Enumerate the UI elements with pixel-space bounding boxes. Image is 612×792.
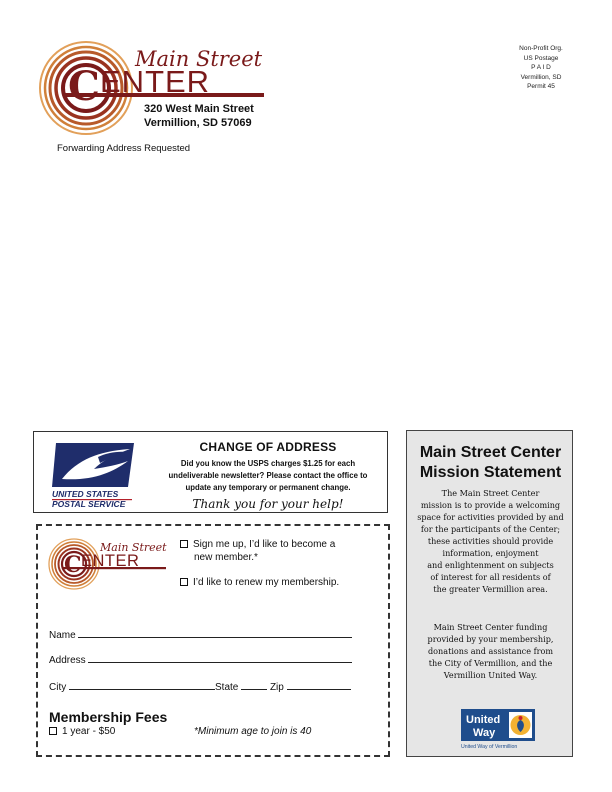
logo-script-text: Main Street <box>135 47 263 71</box>
usps-eagle-icon <box>48 439 138 507</box>
address-line[interactable] <box>88 654 352 663</box>
logo-word: ENTER <box>100 64 211 99</box>
united-way-logo <box>461 709 535 749</box>
logo-word-small: ENTER <box>81 552 140 570</box>
name-label: Name <box>49 630 76 641</box>
mission-line: mission is to provide a welcoming <box>420 500 561 510</box>
option-renew-label: I’d like to renew my membership. <box>193 577 340 588</box>
coa-body-line: update any temporary or permanent change. <box>185 483 351 492</box>
coa-body <box>154 458 382 494</box>
address-field[interactable] <box>49 654 352 666</box>
city-label: City <box>49 682 67 693</box>
coa-body-line: undeliverable newsletter? Please contact the office to <box>168 471 368 480</box>
change-of-address-box <box>33 431 388 513</box>
mission-line: donations and assistance from <box>427 646 553 656</box>
mission-line: Vermillion United Way. <box>443 670 538 680</box>
mission-line: these activities should provide <box>427 536 554 546</box>
usps-line-2: POSTAL SERVICE <box>52 499 126 507</box>
state-line[interactable] <box>241 681 267 690</box>
name-field[interactable] <box>49 629 352 641</box>
state-label: State <box>215 682 239 693</box>
mission-paragraph-2 <box>417 621 564 681</box>
mission-line: The Main Street Center <box>441 488 540 498</box>
checkbox-1-year[interactable] <box>49 727 57 735</box>
zip-line[interactable] <box>287 681 351 690</box>
mission-line: of interest for all residents of <box>430 572 551 582</box>
uw-caption: United Way of Vermillion <box>461 744 518 749</box>
mission-line: and enlightenment on subjects <box>427 560 554 570</box>
checkbox-renew[interactable] <box>180 578 188 586</box>
option-new-label-2: new member.* <box>194 552 258 563</box>
option-new-member[interactable] <box>180 538 380 564</box>
fee-1-label: 1 year - $50 <box>62 726 116 737</box>
option-renew[interactable] <box>180 576 339 589</box>
indicia-line: US Postage <box>523 54 559 62</box>
fee-option-1-year[interactable] <box>49 726 115 737</box>
coa-body-line: Did you know the USPS charges $1.25 for each <box>180 459 356 468</box>
mission-line: space for activities provided by and <box>417 512 564 522</box>
indicia-line: P A I D <box>531 64 551 71</box>
city-line[interactable] <box>69 681 215 690</box>
fees-title: Membership Fees <box>49 709 168 725</box>
logo-initial-small: C <box>64 552 82 578</box>
logo-script-text-small: Main Street <box>100 541 167 554</box>
indicia-line: Non-Profit Org. <box>519 45 563 52</box>
name-line[interactable] <box>78 629 352 638</box>
minimum-age-note: *Minimum age to join is 40 <box>194 726 312 737</box>
indicia-line: Vermillion, SD <box>520 73 562 81</box>
uw-line-1: United <box>466 714 501 726</box>
logo-initial: C <box>68 63 100 110</box>
mission-line: information, enjoyment <box>442 548 539 558</box>
mission-line: provided by your membership, <box>427 634 554 644</box>
mission-title-line-1: Main Street Center <box>419 444 562 461</box>
mission-paragraph-1 <box>417 487 564 595</box>
mission-line: Main Street Center funding <box>433 622 548 632</box>
checkbox-new-member[interactable] <box>180 540 188 548</box>
forwarding-notice: Forwarding Address Requested <box>57 143 191 154</box>
coa-thanks: Thank you for your help! <box>192 497 344 511</box>
mission-statement-box <box>406 430 573 757</box>
usps-line-1: UNITED STATES <box>52 489 119 499</box>
indicia-line: Permit 45 <box>527 83 555 90</box>
mission-line: the City of Vermillion, and the <box>428 658 553 668</box>
mission-line: for the participants of the Center; <box>420 524 561 534</box>
mission-line: the greater Vermillion area. <box>433 584 548 594</box>
zip-label: Zip <box>269 682 284 693</box>
address-label: Address <box>49 655 86 666</box>
option-new-label-1: Sign me up, I’d like to become a <box>193 539 336 550</box>
main-street-center-logo-small <box>48 536 168 592</box>
return-address <box>144 102 254 130</box>
city-state-zip-field[interactable] <box>49 681 351 693</box>
uw-line-2: Way <box>473 727 496 739</box>
address-line-2: Vermillion, SD 57069 <box>144 117 252 129</box>
coa-title: CHANGE OF ADDRESS <box>199 440 337 454</box>
postage-indicia <box>506 44 576 92</box>
address-line-1: 320 West Main Street <box>144 103 254 115</box>
change-of-address-text <box>154 440 382 511</box>
mission-title <box>407 443 574 483</box>
membership-form <box>36 524 390 757</box>
mission-title-line-2: Mission Statement <box>419 464 562 481</box>
